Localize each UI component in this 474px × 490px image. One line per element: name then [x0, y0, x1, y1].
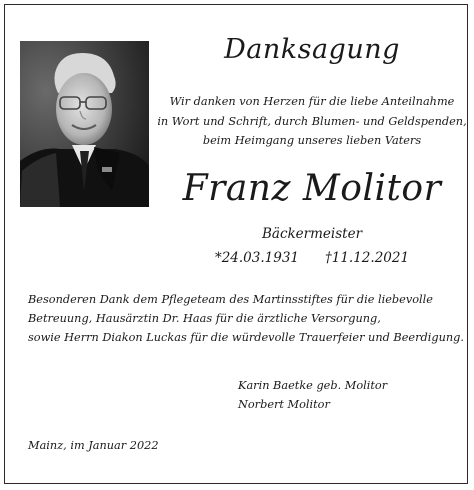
intro-text — [150, 92, 474, 151]
signer-name: Karin Baetke geb. Molitor — [238, 379, 388, 392]
thanks-line: Besonderen Dank dem Pflegeteam des Martinsstiftes für die liebevolle — [28, 293, 433, 306]
intro-line: Wir danken von Herzen für die liebe Anteilnahme — [169, 95, 455, 108]
thanks-line: Betreuung, Hausärztin Dr. Haas für die ärztliche Versorgung, — [28, 312, 381, 325]
thanks-text — [28, 290, 468, 347]
portrait-photo-icon — [20, 41, 149, 207]
heading: Danksagung — [224, 34, 400, 65]
intro-line: beim Heimgang unseres lieben Vaters — [202, 134, 422, 147]
life-dates — [150, 250, 474, 266]
place-date: Mainz, im Januar 2022 — [28, 439, 159, 452]
deceased-profession: Bäckermeister — [261, 226, 363, 242]
signers — [238, 376, 387, 414]
signer-name: Norbert Molitor — [238, 398, 330, 411]
deceased-name: Franz Molitor — [182, 168, 442, 209]
death-date: †11.12.2021 — [325, 250, 410, 266]
thanks-line: sowie Herrn Diakon Luckas für die würdevolle Trauerfeier und Beerdigung. — [28, 331, 464, 344]
birth-date: *24.03.1931 — [214, 250, 299, 266]
intro-line: in Wort und Schrift, durch Blumen- und Geldspenden, — [157, 114, 467, 128]
